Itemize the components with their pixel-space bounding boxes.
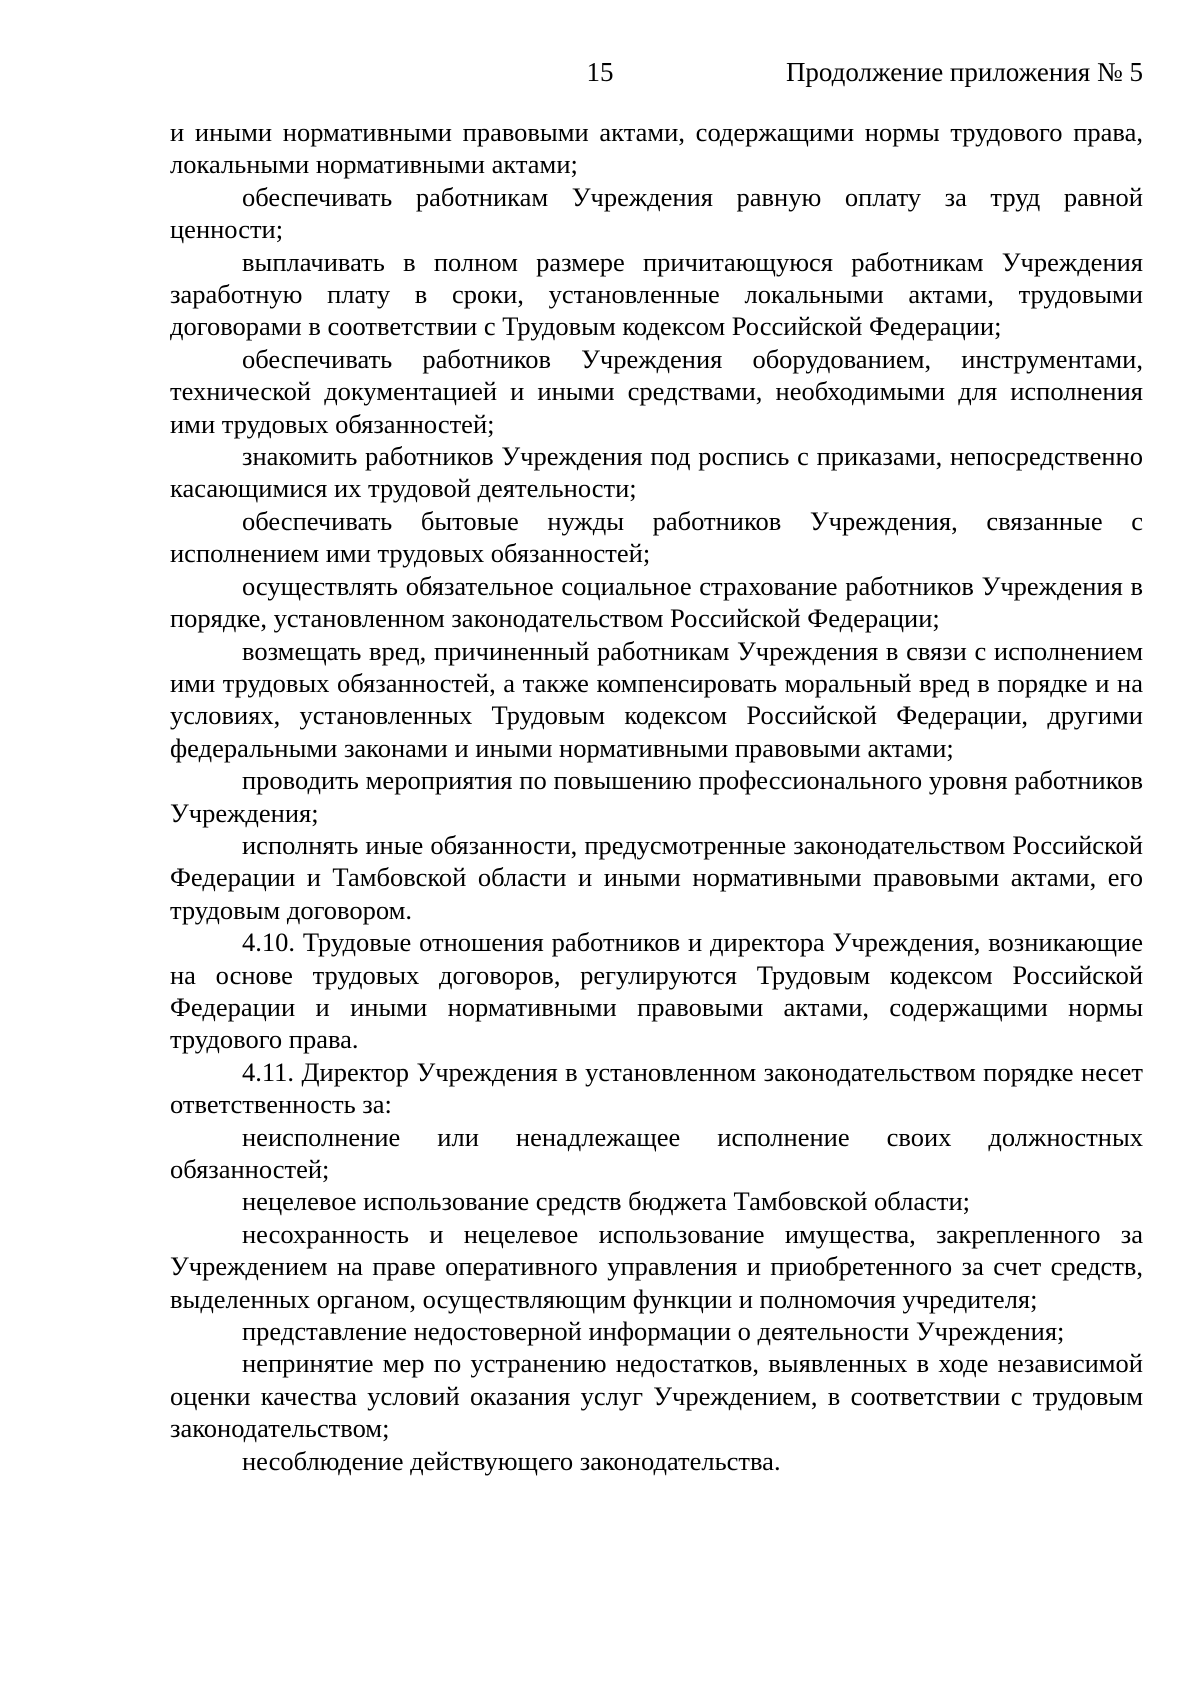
paragraph: несохранность и нецелевое использование имущества, закрепленного за Учреждением на праве оперативного управления и приобретенного за счет средств, выделенных органом, осуществляющим функции и полномочия учредителя; bbox=[170, 1218, 1143, 1314]
document-body bbox=[170, 116, 1143, 1477]
paragraph: нецелевое использование средств бюджета Тамбовской области; bbox=[242, 1186, 970, 1217]
paragraph: обеспечивать бытовые нужды работников Учреждения, связанные с исполнением ими трудовых обязанностей; bbox=[170, 505, 1143, 569]
section-4-11-paragraph: 4.11. Директор Учреждения в установленном законодательством порядке несет ответственность за: bbox=[170, 1056, 1143, 1120]
paragraph: непринятие мер по устранению недостатков, выявленных в ходе независимой оценки качества условий оказания услуг Учреждением, в соответствии с трудовым законодательством; bbox=[170, 1348, 1143, 1444]
appendix-continuation-note: Продолжение приложения № 5 bbox=[785, 57, 1143, 87]
paragraph: и иными нормативными правовыми актами, содержащими нормы трудового права, локальными нормативными актами; bbox=[170, 117, 1143, 180]
page-number: 15 bbox=[586, 57, 614, 87]
paragraph: несоблюдение действующего законодательства. bbox=[242, 1445, 781, 1476]
paragraph: обеспечивать работникам Учреждения равную оплату за труд равной ценности; bbox=[170, 181, 1143, 245]
paragraph: исполнять иные обязанности, предусмотренные законодательством Российской Федерации и Тамбовской области и иными нормативными правовыми актами, его трудовым договором. bbox=[170, 829, 1143, 925]
section-4-10-paragraph: 4.10. Трудовые отношения работников и директора Учреждения, возникающие на основе трудовых договоров, регулируются Трудовым кодексом Российской Федерации и иными нормативными правовыми актами, содержащими нормы трудового права. bbox=[170, 927, 1143, 1055]
paragraph: знакомить работников Учреждения под роспись с приказами, непосредственно касающимися их трудовой деятельности; bbox=[170, 441, 1143, 504]
paragraph: выплачивать в полном размере причитающуюся работникам Учреждения заработную плату в сроки, установленные локальными актами, трудовыми договорами в соответствии с Трудовым кодексом Российской Федерации; bbox=[170, 246, 1143, 342]
paragraph: представление недостоверной информации о деятельности Учреждения; bbox=[242, 1316, 1065, 1347]
paragraph: проводить мероприятия по повышению профессионального уровня работников Учреждения; bbox=[170, 765, 1143, 828]
paragraph: возмещать вред, причиненный работникам Учреждения в связи с исполнением ими трудовых обязанностей, а также компенсировать моральный вред в порядке и на условиях, установленных Трудовым кодексом Российской Федерации, другими федеральными законами и иными нормативными правовыми актами; bbox=[170, 635, 1143, 763]
paragraph: неисполнение или ненадлежащее исполнение своих должностных обязанностей; bbox=[170, 1121, 1143, 1184]
paragraph: обеспечивать работников Учреждения оборудованием, инструментами, технической документацией и иными средствами, необходимыми для исполнения ими трудовых обязанностей; bbox=[170, 343, 1143, 439]
paragraph: осуществлять обязательное социальное страхование работников Учреждения в порядке, установленном законодательством Российской Федерации; bbox=[170, 570, 1143, 634]
